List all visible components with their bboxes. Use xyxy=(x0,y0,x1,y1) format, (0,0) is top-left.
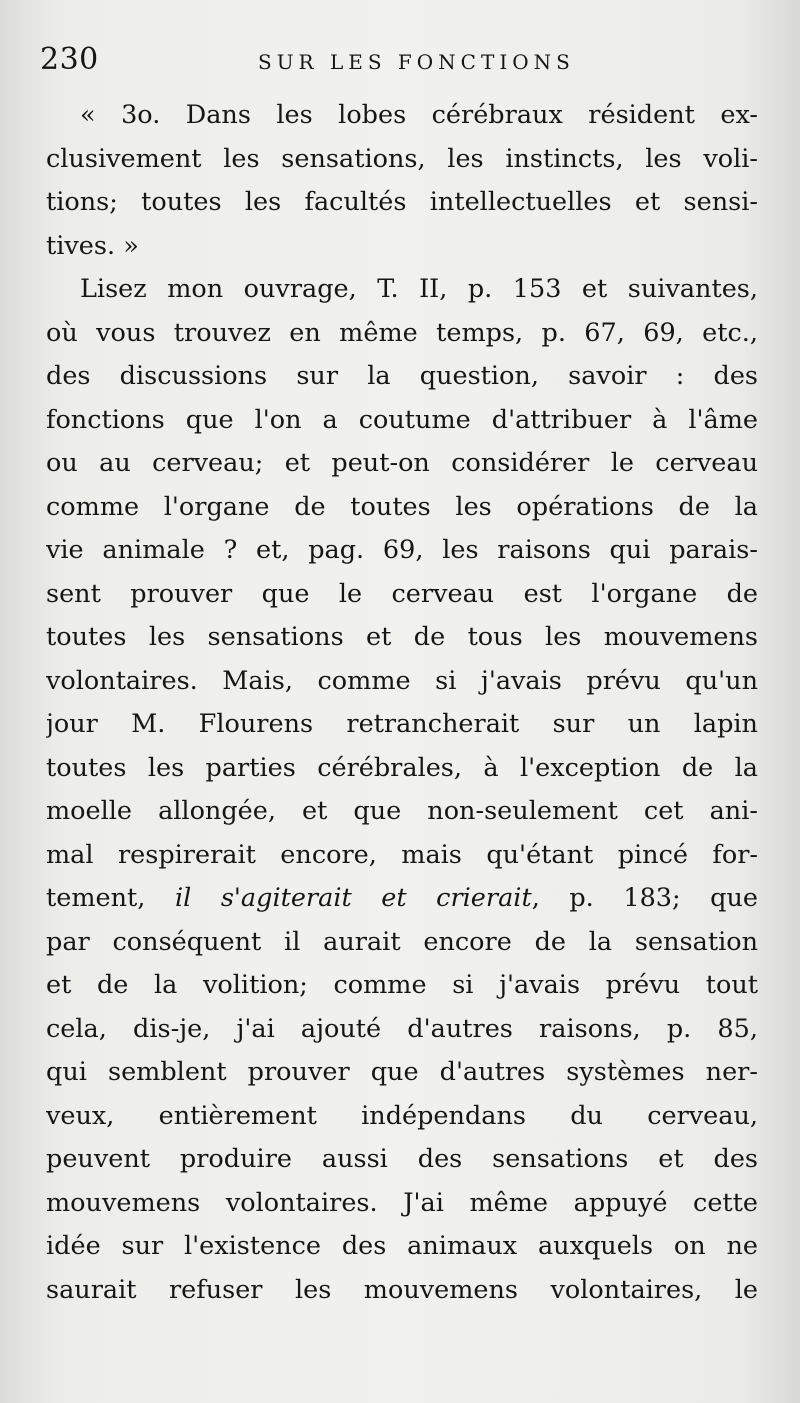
page-number: 230 xyxy=(40,42,99,77)
text-line: toutes les parties cérébrales, à l'exception de la xyxy=(46,752,758,783)
running-title: SUR LES FONCTIONS xyxy=(258,50,575,74)
text-line: fonctions que l'on a coutume d'attribuer à l'âme xyxy=(46,404,758,435)
text-line: saurait refuser les mouvemens volontaires, le xyxy=(46,1274,758,1305)
text-line: peuvent produire aussi des sensations et des xyxy=(46,1144,758,1174)
text-line: toutes les sensations et de tous les mouvemens xyxy=(46,622,758,652)
text-line: mouvemens volontaires. J'ai même appuyé cette xyxy=(46,1187,758,1218)
text-line: qui semblent prouver que d'autres systèmes ner- xyxy=(46,1057,758,1087)
text-line: où vous trouvez en même temps, p. 67, 69, etc., xyxy=(46,317,758,348)
text-line: clusivement les sensations, les instincts, les voli- xyxy=(46,143,758,174)
text-line: jour M. Flourens retrancherait sur un lapin xyxy=(46,709,758,739)
text-line: comme l'organe de toutes les opérations de la xyxy=(46,491,758,522)
text-line: vie animale ? et, pag. 69, les raisons qui parais- xyxy=(46,535,758,565)
text-line: tions; toutes les facultés intellectuelles et sensi- xyxy=(46,187,758,217)
text-line: volontaires. Mais, comme si j'avais prévu qu'un xyxy=(46,665,758,696)
text-line: sent prouver que le cerveau est l'organe de xyxy=(46,578,758,609)
text-line: tives. » xyxy=(46,230,139,261)
text-line: ou au cerveau; et peut-on considérer le cerveau xyxy=(46,448,758,478)
text-line: Lisez mon ouvrage, T. II, p. 153 et suivantes, xyxy=(80,274,758,304)
page-header xyxy=(40,42,760,86)
text-line: mal respirerait encore, mais qu'étant pincé for- xyxy=(46,839,758,870)
text-line: veux, entièrement indépendans du cerveau, xyxy=(46,1100,758,1131)
text-line: « 3o. Dans les lobes cérébraux résident ex- xyxy=(80,100,758,130)
text-line: moelle allongée, et que non-seulement cet ani- xyxy=(46,796,758,826)
text-line: et de la volition; comme si j'avais prévu tout xyxy=(46,970,758,1000)
text-line: cela, dis-je, j'ai ajouté d'autres raisons, p. 85, xyxy=(46,1013,758,1044)
italic-quote: il s'agiterait et crierait xyxy=(174,883,532,913)
text-line: tement, il s'agiterait et crierait, p. 183; que xyxy=(46,883,758,913)
body-text xyxy=(46,94,758,1312)
text-line: des discussions sur la question, savoir : des xyxy=(46,361,758,391)
text-line: idée sur l'existence des animaux auxquels on ne xyxy=(46,1231,758,1261)
text-line: par conséquent il aurait encore de la sensation xyxy=(46,926,758,957)
